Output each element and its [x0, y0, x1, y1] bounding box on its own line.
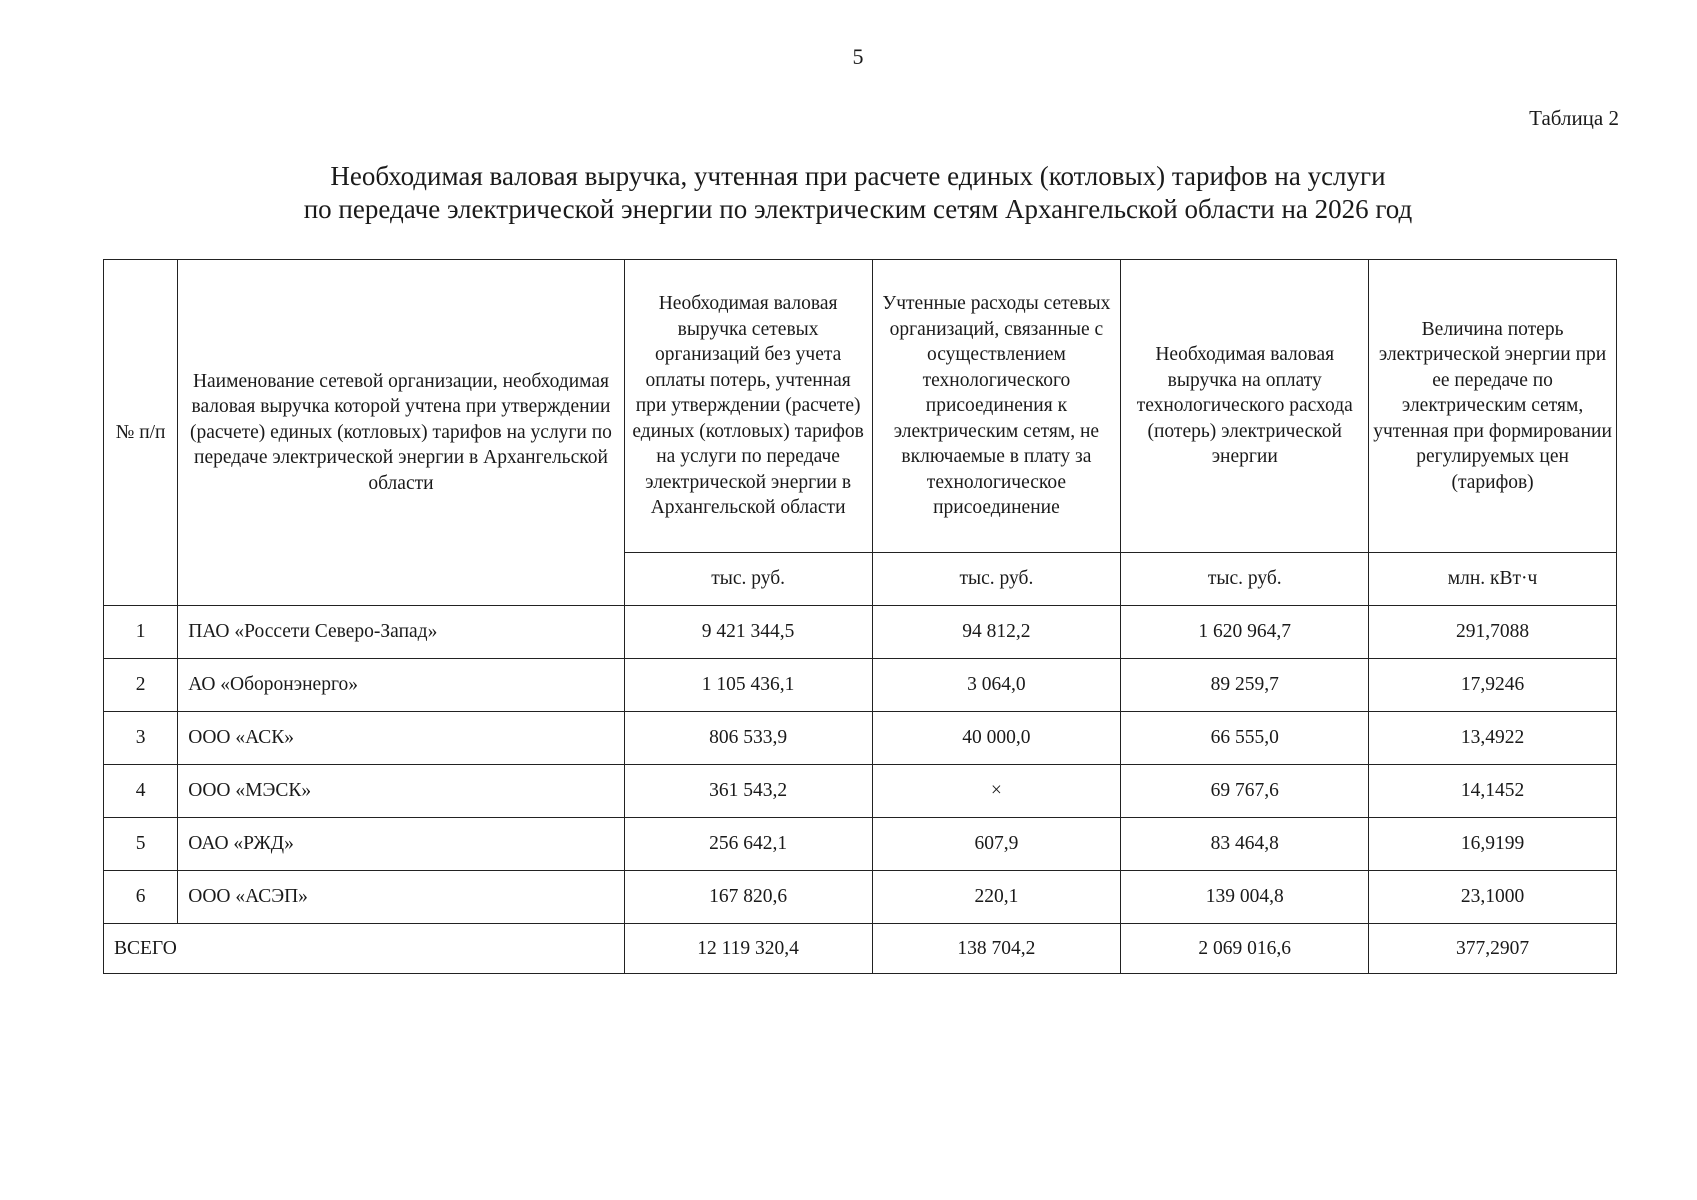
header-losses-volume: Величина потерь электрической энергии при ее передаче по электрическим сетям, учтенная при формировании регулируемых цен (тарифов) [1369, 260, 1617, 553]
row-c2: 607,9 [872, 818, 1121, 871]
row-c1: 256 642,1 [624, 818, 872, 871]
unit-c4: млн. кВт·ч [1369, 553, 1617, 606]
row-organization: АО «Оборонэнерго» [178, 659, 624, 712]
row-c1: 167 820,6 [624, 871, 872, 924]
document-title-line-2: по передаче электрической энергии по электрическим сетям Архангельской области на 2026 год [303, 194, 1413, 224]
row-c3: 69 767,6 [1121, 765, 1369, 818]
row-organization: ООО «МЭСК» [178, 765, 624, 818]
table-row [104, 818, 1617, 871]
row-c2: 40 000,0 [872, 712, 1121, 765]
row-organization: ОАО «РЖД» [178, 818, 624, 871]
total-c3: 2 069 016,6 [1121, 924, 1369, 974]
total-label: ВСЕГО [104, 924, 625, 974]
table-row [104, 712, 1617, 765]
row-c2: 3 064,0 [872, 659, 1121, 712]
header-organization-name: Наименование сетевой организации, необходимая валовая выручка которой учтена при утверждении (расчете) единых (котловых) тарифов на услуги по передаче электрической энергии в Архангельской области [178, 260, 624, 606]
row-num: 5 [104, 818, 178, 871]
row-organization: ПАО «Россети Северо-Запад» [178, 606, 624, 659]
row-num: 4 [104, 765, 178, 818]
row-c3: 89 259,7 [1121, 659, 1369, 712]
row-c2: × [872, 765, 1121, 818]
row-c4: 23,1000 [1369, 871, 1617, 924]
row-c3: 139 004,8 [1121, 871, 1369, 924]
row-organization: ООО «АСЭП» [178, 871, 624, 924]
row-num: 2 [104, 659, 178, 712]
table-total-row [104, 924, 1617, 974]
header-revenue-without-losses: Необходимая валовая выручка сетевых организаций без учета оплаты потерь, учтенная при утверждении (расчете) единых (котловых) тарифов на услуги по передаче электрической энергии в Архангельской области [624, 260, 872, 553]
row-c1: 806 533,9 [624, 712, 872, 765]
row-c3: 83 464,8 [1121, 818, 1369, 871]
document-title-line-1: Необходимая валовая выручка, учтенная при расчете единых (котловых) тарифов на услуги [330, 161, 1386, 191]
page-number: 5 [852, 44, 864, 69]
row-num: 6 [104, 871, 178, 924]
document-title [0, 160, 1697, 226]
row-num: 3 [104, 712, 178, 765]
table-row [104, 871, 1617, 924]
row-c2: 220,1 [872, 871, 1121, 924]
total-c1: 12 119 320,4 [624, 924, 872, 974]
row-c1: 1 105 436,1 [624, 659, 872, 712]
table-row [104, 659, 1617, 712]
row-c1: 361 543,2 [624, 765, 872, 818]
table-row [104, 765, 1617, 818]
total-c2: 138 704,2 [872, 924, 1121, 974]
table-label: Таблица 2 [1529, 106, 1619, 130]
header-connection-expenses: Учтенные расходы сетевых организаций, связанные с осуществлением технологического присоединения к электрическим сетям, не включаемые в плату за технологическое присоединение [872, 260, 1121, 553]
row-c3: 66 555,0 [1121, 712, 1369, 765]
header-num: № п/п [104, 260, 178, 606]
total-c4: 377,2907 [1369, 924, 1617, 974]
tariff-revenue-table [103, 259, 1617, 974]
table-row [104, 606, 1617, 659]
unit-c3: тыс. руб. [1121, 553, 1369, 606]
row-c2: 94 812,2 [872, 606, 1121, 659]
header-losses-revenue: Необходимая валовая выручка на оплату технологического расхода (потерь) электрической энергии [1121, 260, 1369, 553]
row-c3: 1 620 964,7 [1121, 606, 1369, 659]
row-c4: 13,4922 [1369, 712, 1617, 765]
row-c1: 9 421 344,5 [624, 606, 872, 659]
row-c4: 17,9246 [1369, 659, 1617, 712]
unit-c1: тыс. руб. [624, 553, 872, 606]
row-num: 1 [104, 606, 178, 659]
table-header-row [104, 260, 1617, 553]
row-c4: 14,1452 [1369, 765, 1617, 818]
row-organization: ООО «АСК» [178, 712, 624, 765]
unit-c2: тыс. руб. [872, 553, 1121, 606]
row-c4: 291,7088 [1369, 606, 1617, 659]
row-c4: 16,9199 [1369, 818, 1617, 871]
